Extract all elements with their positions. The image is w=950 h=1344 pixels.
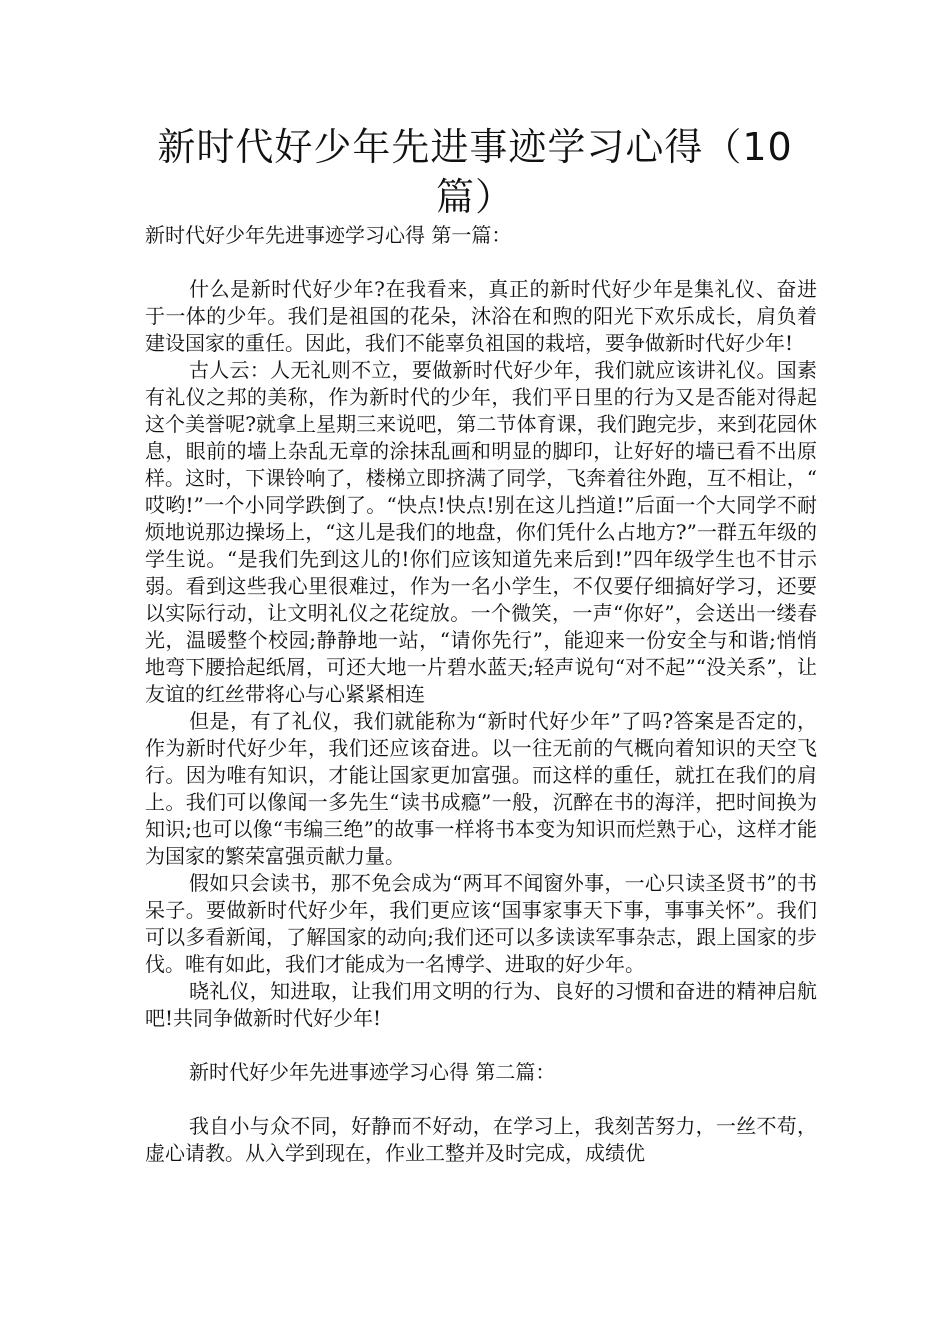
section-1-heading: 新时代好少年先进事迹学习心得 第一篇： — [145, 223, 512, 247]
blank-line — [145, 1086, 817, 1113]
section-2-paragraph-1: 我自小与众不同，好静而不好动，在学习上，我刻苦努力，一丝不苟，虚心请教。从入学到现在，作业工整并及时完成，成绩优 — [145, 1114, 817, 1165]
section-1-paragraph-2: 古人云：人无礼则不立，要做新时代好少年，我们就应该讲礼仪。国素有礼仪之邦的美称，作为新时代的少年，我们平日里的行为又是否能对得起这个美誉呢?就拿上星期三来说吧，第二节体育课，我们跑完步，来到花园休息，眼前的墙上杂乱无章的涂抹乱画和明显的脚印，让好好的墙已看不出原样。这时，下课铃响了，楼梯立即挤满了同学，飞奔着往外跑，互不相让，“哎哟!”一个小同学跌倒了。“快点!快点!别在这儿挡道!”后面一个大同学不耐烦地说那边操场上，“这儿是我们的地盘，你们凭什么占地方?”一群五年级的学生说。“是我们先到这儿的!你们应该知道先来后到!”四年级学生也不甘示弱。看到这些我心里很难过，作为一名小学生，不仅要仔细搞好学习，还要以实际行动，让文明礼仪之花绽放。一个微笑，一声“你好”，会送出一缕春光，温暖整个校园;静静地一站，“请你先行”，能迎来一份安全与和谐;悄悄地弯下腰拾起纸屑，可还大地一片碧水蓝天;轻声说句“对不起”“没关系”，让友谊的红丝带将心与心紧紧相连 — [145, 358, 817, 706]
section-1-paragraph-4: 假如只会读书，那不免会成为“两耳不闻窗外事，一心只读圣贤书”的书呆子。要做新时代好少年，我们更应该“国事家事天下事，事事关怀”。我们可以多看新闻，了解国家的动向;我们还可以多读读军事杂志，跟上国家的步伐。唯有如此，我们才能成为一名博学、进取的好少年。 — [145, 871, 817, 976]
blank-line — [145, 249, 817, 276]
section-1-paragraph-5: 晓礼仪，知进取，让我们用文明的行为、良好的习惯和奋进的精神启航吧!共同争做新时代好少年! — [145, 979, 817, 1030]
blank-line — [145, 1032, 817, 1059]
section-1-paragraph-1: 什么是新时代好少年?在我看来，真正的新时代好少年是集礼仪、奋进于一体的少年。我们是祖国的花朵，沐浴在和煦的阳光下欢乐成长，肩负着建设国家的重任。因此，我们不能辜负祖国的栽培，要争做新时代好少年! — [145, 277, 817, 355]
section-2-heading: 新时代好少年先进事迹学习心得 第二篇： — [189, 1060, 556, 1084]
document-title: 新时代好少年先进事迹学习心得（10篇） — [157, 125, 793, 219]
section-1-paragraph-3: 但是，有了礼仪，我们就能称为“新时代好少年”了吗?答案是否定的，作为新时代好少年，我们还应该奋进。以一往无前的气概向着知识的天空飞行。因为唯有知识，才能让国家更加富强。而这样的重任，就扛在我们的肩上。我们可以像闻一多先生“读书成瘾”一般，沉醉在书的海洋，把时间换为知识;也可以像“韦编三绝”的故事一样将书本变为知识而烂熟于心，这样才能为国家的繁荣富强贡献力量。 — [145, 709, 817, 868]
document-body — [145, 222, 817, 1167]
